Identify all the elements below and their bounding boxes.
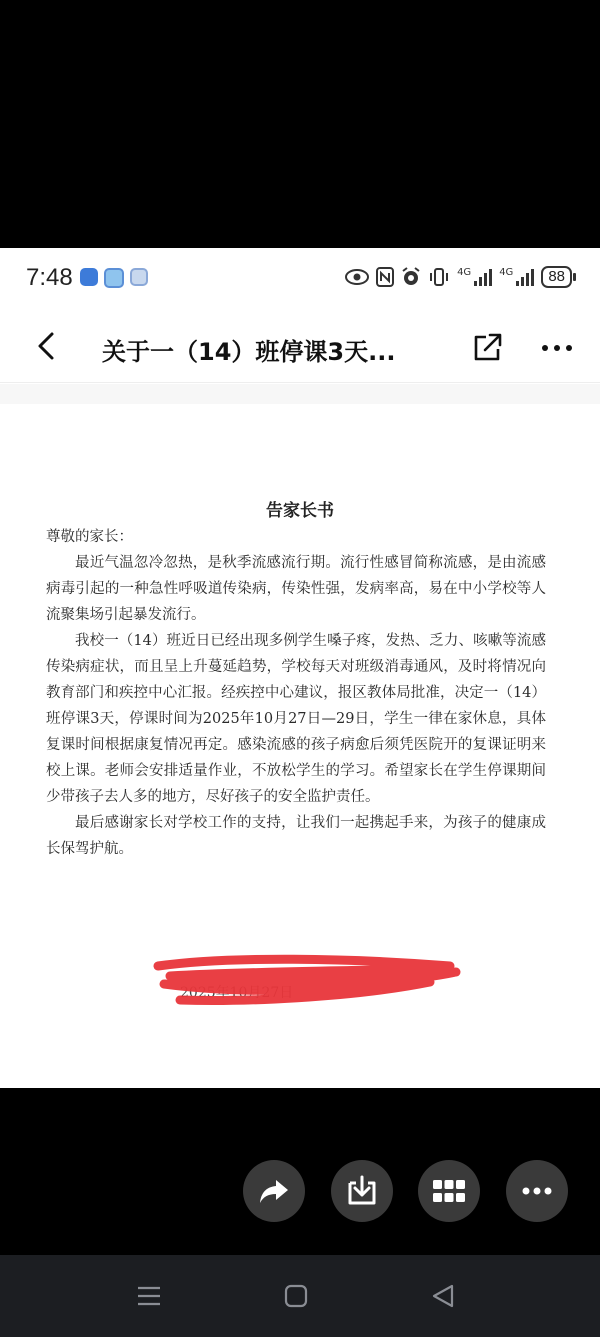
alarm-icon [401, 267, 421, 287]
back-nav-icon[interactable] [430, 1283, 456, 1309]
more-options-icon[interactable] [540, 334, 574, 362]
menu-nav-icon[interactable] [136, 1283, 162, 1309]
redaction-scribble [150, 952, 470, 1012]
grid-icon [432, 1179, 466, 1203]
battery-indicator: 88 [541, 266, 572, 288]
status-time: 7:48 [26, 264, 73, 291]
document-title: 告家长书 [266, 501, 334, 521]
app-notification-icon [104, 268, 124, 288]
signal-icon-2 [516, 268, 534, 286]
paragraph-1: 最近气温忽冷忽热，是秋季流感流行期。流行性感冒简称流感，是由流感病毒引起的一种急性呼吸道传染病，传染性强，发病率高，易在中小学校等人流聚集场引起暴发流行。 [46, 555, 546, 623]
nav-bar [0, 310, 600, 383]
nfc-icon [376, 267, 394, 287]
download-button[interactable] [331, 1160, 393, 1222]
network-type-2: 4G [499, 266, 514, 278]
app-notification-icon [80, 268, 98, 286]
open-external-icon[interactable] [470, 330, 504, 364]
signature-date: 2025年10月27日 [180, 985, 294, 1001]
download-icon [346, 1175, 378, 1207]
signature-area [150, 952, 470, 1012]
vibrate-icon [428, 267, 450, 287]
app-notification-icon [130, 268, 148, 286]
home-nav-icon[interactable] [283, 1283, 309, 1309]
eye-icon [345, 268, 369, 286]
system-navigation-bar [0, 1255, 600, 1337]
top-black-area [0, 0, 600, 248]
status-bar [0, 248, 600, 310]
back-icon[interactable] [30, 328, 66, 364]
network-type-1: 4G [457, 266, 472, 278]
more-button[interactable] [506, 1160, 568, 1222]
page-title: 关于一（14）班停课3天... [102, 338, 396, 366]
grid-button[interactable] [418, 1160, 480, 1222]
document-body [46, 524, 546, 862]
share-icon [258, 1177, 290, 1205]
document-page [0, 404, 600, 1088]
more-icon [521, 1186, 553, 1196]
paragraph-2: 我校一（14）班近日已经出现多例学生嗓子疼，发热、乏力、咳嗽等流感传染病症状，而且呈上升蔓延趋势，学校每天对班级消毒通风，及时将情况向教育部门和疾控中心汇报。经疾控中心建议，报区教体局批准，决定一（14）班停课3天，停课时间为2025年10月27日—29日，学生一律在家休息，具体复课时间根据康复情况再定。感染流感的孩子病愈后须凭医院开的复课证明来校上课。老师会安排适量作业，不放松学生的学习。希望家长在学生停课期间少带孩子去人多的地方，尽好孩子的安全监护责任。 [46, 633, 546, 805]
salutation: 尊敬的家长： [46, 529, 133, 545]
status-right-icons [345, 266, 572, 288]
phone-screenshot [0, 248, 600, 1088]
share-button[interactable] [243, 1160, 305, 1222]
header-divider [0, 384, 600, 404]
signal-icon [474, 268, 492, 286]
notification-icons [80, 268, 148, 288]
paragraph-3: 最后感谢家长对学校工作的支持，让我们一起携起手来，为孩子的健康成长保驾护航。 [46, 815, 546, 857]
